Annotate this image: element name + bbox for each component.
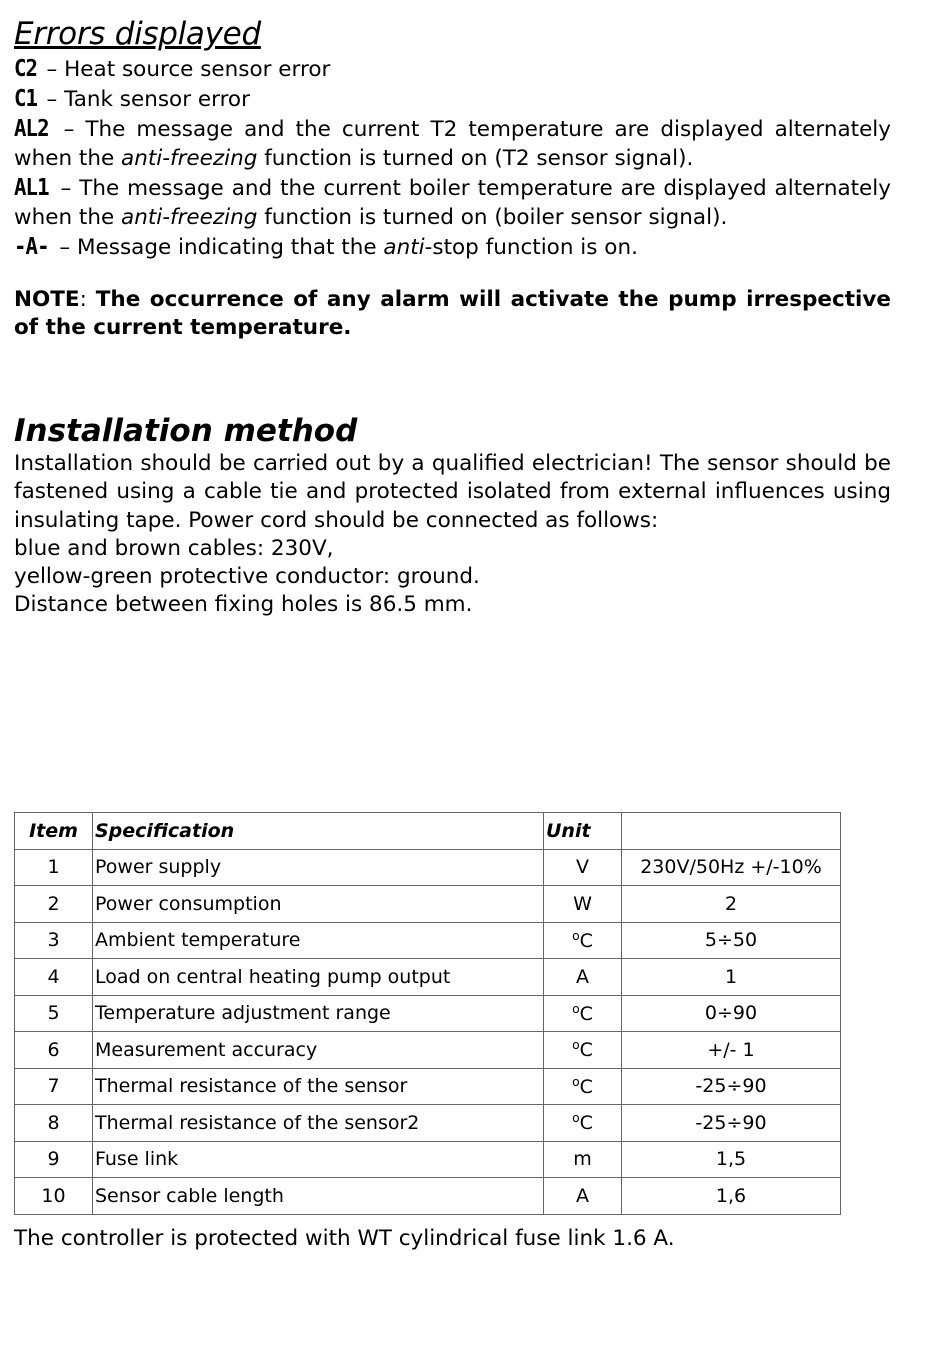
cell-specification: Thermal resistance of the sensor2 [93, 1105, 544, 1142]
cell-unit [544, 886, 622, 923]
cell-item: 5 [15, 995, 93, 1032]
table-row [15, 922, 841, 959]
cell-unit [544, 1178, 622, 1215]
error-text: – The message and the current T2 temperature are displayed alternately when the [14, 117, 891, 171]
unit-superscript: o [572, 1001, 580, 1016]
unit-superscript: o [572, 1074, 580, 1089]
note-text: The occurrence of any alarm will activate the pump irrespective of the current temperature. [14, 287, 892, 340]
table-header-row [15, 813, 841, 850]
note-paragraph [14, 286, 891, 342]
cell-unit [544, 1068, 622, 1105]
cell-specification: Thermal resistance of the sensor [93, 1068, 544, 1105]
cell-item: 6 [15, 1032, 93, 1069]
error-item-al2 [14, 115, 891, 173]
specification-table [14, 812, 841, 1215]
unit-text: A [576, 965, 589, 988]
installation-body [14, 450, 891, 620]
error-item-c1 [14, 85, 891, 114]
error-emphasis: anti [383, 235, 425, 260]
cell-unit [544, 1105, 622, 1142]
unit-superscript: o [572, 1111, 580, 1126]
installation-line: blue and brown cables: 230V, [14, 535, 334, 561]
error-code: -A- [14, 234, 49, 260]
table-row [15, 1032, 841, 1069]
cell-item: 7 [15, 1068, 93, 1105]
note-label: NOTE [14, 287, 80, 312]
header-specification: Specification [93, 813, 544, 850]
cell-specification: Measurement accuracy [93, 1032, 544, 1069]
cell-item: 2 [15, 886, 93, 923]
cell-specification: Ambient temperature [93, 922, 544, 959]
table-row [15, 1068, 841, 1105]
unit-text: m [573, 1148, 592, 1171]
footer-note: The controller is protected with WT cylindrical fuse link 1.6 A. [14, 1226, 675, 1251]
note-colon: : [79, 287, 96, 312]
cell-specification: Power supply [93, 849, 544, 886]
table-row [15, 1141, 841, 1178]
cell-specification: Temperature adjustment range [93, 995, 544, 1032]
cell-unit [544, 959, 622, 996]
unit-text: V [576, 856, 589, 879]
unit-text: C [579, 1112, 593, 1135]
cell-specification: Load on central heating pump output [93, 959, 544, 996]
cell-unit [544, 1032, 622, 1069]
errors-title: Errors displayed [14, 16, 261, 52]
cell-item: 9 [15, 1141, 93, 1178]
table-row [15, 849, 841, 886]
cell-value: 1 [622, 959, 841, 996]
unit-text: C [579, 929, 593, 952]
error-code: C1 [14, 86, 38, 112]
cell-unit [544, 849, 622, 886]
unit-text: W [573, 892, 592, 915]
table-row [15, 995, 841, 1032]
cell-value: -25÷90 [622, 1105, 841, 1142]
unit-text: C [579, 1039, 593, 1062]
cell-item: 3 [15, 922, 93, 959]
error-text: – Tank sensor error [46, 87, 250, 112]
installation-line: yellow-green protective conductor: ground. [14, 564, 480, 590]
cell-value: -25÷90 [622, 1068, 841, 1105]
cell-value: 5÷50 [622, 922, 841, 959]
error-text: – Heat source sensor error [46, 57, 331, 82]
cell-specification: Power consumption [93, 886, 544, 923]
table-row [15, 1105, 841, 1142]
error-emphasis: anti-freezing [121, 146, 258, 171]
installation-paragraph: Installation should be carried out by a qualified electrician! The sensor should be fastened using a cable tie and protected isolated from external influences using insulating tape. Power cord should be connected as follows: [14, 451, 891, 533]
header-value [622, 813, 841, 850]
cell-value: 2 [622, 886, 841, 923]
header-item: Item [15, 813, 93, 850]
cell-value: 0÷90 [622, 995, 841, 1032]
table-row [15, 1178, 841, 1215]
error-text: – Message indicating that the [59, 235, 384, 260]
unit-text: C [579, 1002, 593, 1025]
error-text-end: function is turned on (T2 sensor signal). [257, 146, 694, 171]
cell-item: 1 [15, 849, 93, 886]
table-row [15, 959, 841, 996]
document-page [14, 14, 891, 620]
cell-specification: Fuse link [93, 1141, 544, 1178]
cell-value: 1,6 [622, 1178, 841, 1215]
error-code: C2 [14, 56, 38, 82]
error-emphasis: anti-freezing [121, 205, 258, 230]
table-body [15, 849, 841, 1214]
cell-unit [544, 995, 622, 1032]
table-row [15, 886, 841, 923]
error-text: – The message and the current boiler temperature are displayed alternately when the [14, 176, 891, 230]
unit-text: A [576, 1184, 589, 1207]
cell-item: 4 [15, 959, 93, 996]
cell-unit [544, 922, 622, 959]
unit-superscript: o [572, 1038, 580, 1053]
header-unit: Unit [544, 813, 622, 850]
error-code: AL2 [14, 116, 49, 142]
error-code: AL1 [14, 175, 49, 201]
installation-line: Distance between fixing holes is 86.5 mm. [14, 592, 473, 618]
cell-value: 230V/50Hz +/-10% [622, 849, 841, 886]
installation-title: Installation method [14, 413, 358, 449]
unit-superscript: o [572, 928, 580, 943]
cell-unit [544, 1141, 622, 1178]
cell-item: 10 [15, 1178, 93, 1215]
error-item-c2 [14, 55, 891, 84]
cell-value: 1,5 [622, 1141, 841, 1178]
error-item-al1 [14, 174, 891, 232]
cell-specification: Sensor cable length [93, 1178, 544, 1215]
cell-value: +/- 1 [622, 1032, 841, 1069]
error-item-anti-stop [14, 233, 891, 262]
error-text-end: function is turned on (boiler sensor signal). [257, 205, 728, 230]
unit-text: C [579, 1075, 593, 1098]
cell-item: 8 [15, 1105, 93, 1142]
error-text-end: -stop function is on. [424, 235, 638, 260]
